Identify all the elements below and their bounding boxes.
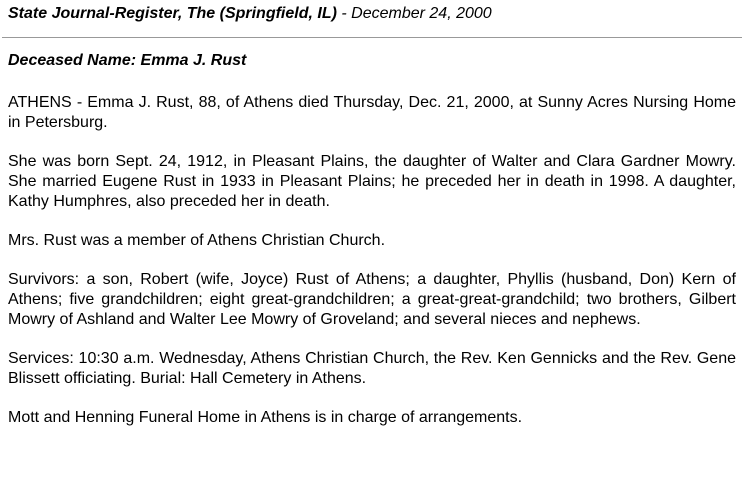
header-divider — [2, 37, 742, 38]
obituary-paragraph-services: Services: 10:30 a.m. Wednesday, Athens Christian Church, the Rev. Ken Gennicks and the Rev. Gene Blissett officiating. Burial: Hall Cemetery in Athens. — [8, 350, 736, 387]
publication-date: December 24, 2000 — [351, 5, 492, 22]
obituary-paragraph-death-notice: ATHENS - Emma J. Rust, 88, of Athens died Thursday, Dec. 21, 2000, at Sunny Acres Nursing Home in Petersburg. — [8, 94, 736, 131]
obituary-paragraph-survivors: Survivors: a son, Robert (wife, Joyce) Rust of Athens; a daughter, Phyllis (husband, Don) Kern of Athens; five grandchildren; eight great-grandchildren; a great-great-grandchild; two brothers, Gilbert Mowry of Ashland and Walter Lee Mowry of Groveland; and several nieces and nephews. — [8, 271, 736, 328]
publication-source: State Journal-Register, The (Springfield, IL) — [8, 5, 337, 22]
obituary-paragraph-biography: She was born Sept. 24, 1912, in Pleasant Plains, the daughter of Walter and Clara Gardner Mowry. She married Eugene Rust in 1933 in Pleasant Plains; he preceded her in death in 1998. A daughter, Kathy Humphres, also preceded her in death. — [8, 153, 736, 210]
obituary-paragraph-arrangements: Mott and Henning Funeral Home in Athens is in charge of arrangements. — [8, 409, 523, 426]
deceased-name-heading: Deceased Name: Emma J. Rust — [8, 52, 247, 69]
obituary-paragraph-church: Mrs. Rust was a member of Athens Christian Church. — [8, 232, 386, 249]
obituary-body — [8, 93, 736, 447]
publication-header — [8, 5, 492, 23]
header-separator: - — [336, 5, 352, 22]
